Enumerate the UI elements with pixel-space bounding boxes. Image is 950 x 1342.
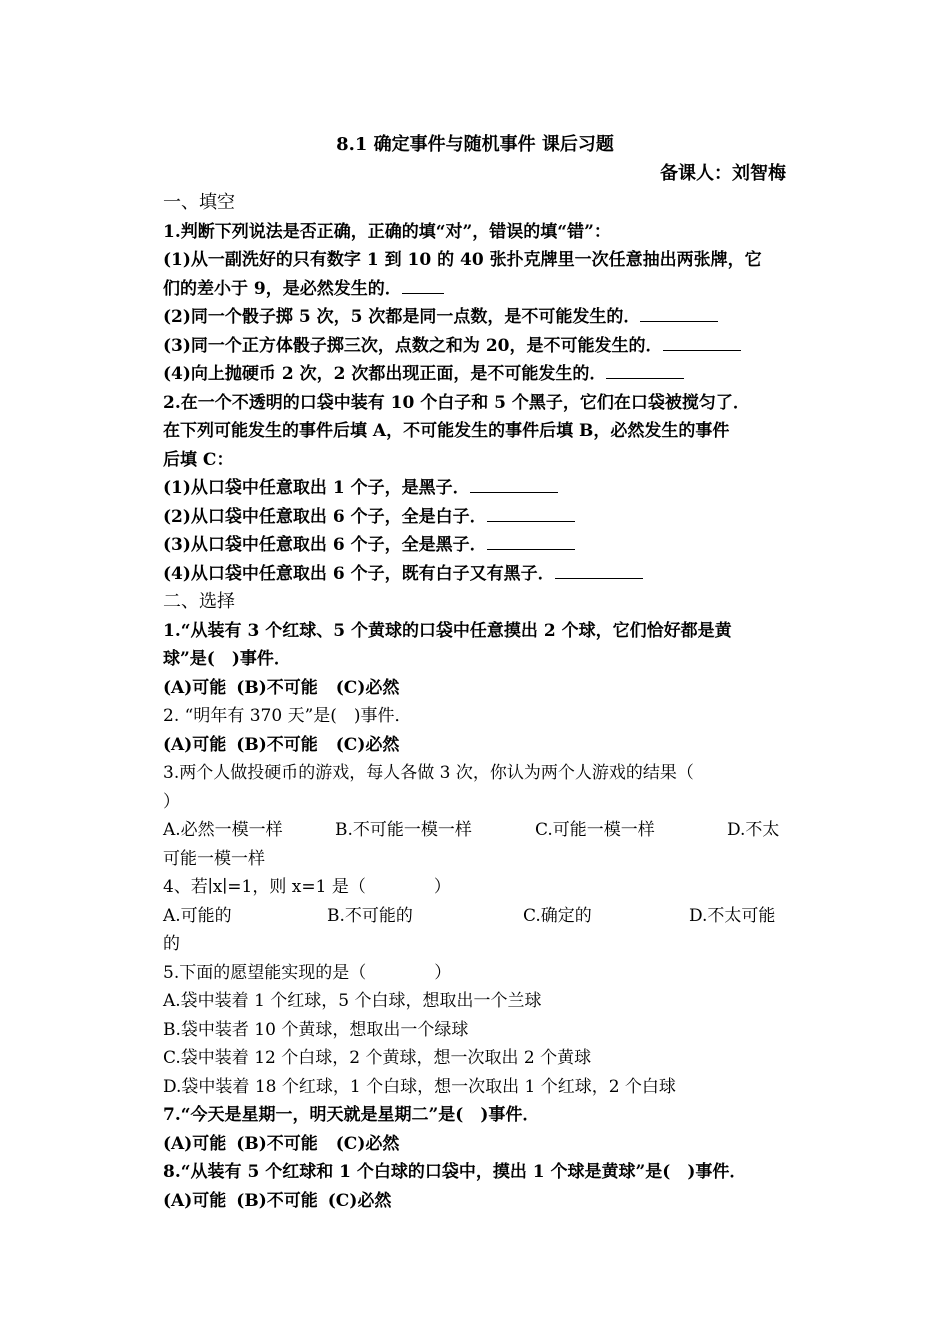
question-1-stem: 1.判断下列说法是否正确，正确的填“对”，错误的填“错”： bbox=[163, 221, 611, 242]
option-d[interactable]: D.不太 bbox=[727, 820, 780, 840]
question-1-item-1-line-2 bbox=[163, 275, 788, 304]
option-d[interactable]: D.不太可能 bbox=[689, 905, 776, 926]
option-b[interactable]: (B)不可能 bbox=[236, 1133, 318, 1154]
choice-5-line-1: 5.下面的愿望能实现的是（ ） bbox=[163, 962, 452, 983]
option-a[interactable]: (A)可能 bbox=[163, 1133, 227, 1154]
answer-blank[interactable] bbox=[640, 307, 718, 322]
item-text: (4)从口袋中任意取出 6 个子，既有白子又有黑子． bbox=[163, 563, 555, 584]
choice-3-line-2: ） bbox=[163, 791, 180, 812]
answer-blank[interactable] bbox=[606, 364, 684, 379]
section-heading-choice: 二、选择 bbox=[163, 591, 235, 612]
choice-7-options bbox=[163, 1130, 788, 1159]
question-2-stem-line-1: 2.在一个不透明的口袋中装有 10 个白子和 5 个黑子，它们在口袋被搅匀了． bbox=[163, 392, 750, 413]
choice-2-options bbox=[163, 731, 788, 760]
choice-8-options bbox=[163, 1187, 788, 1216]
option-a[interactable]: A.必然一模一样 bbox=[163, 820, 283, 840]
option-a[interactable]: (A)可能 bbox=[163, 1190, 227, 1211]
choice-1-line-2: 球”是( )事件． bbox=[163, 649, 291, 669]
option-c[interactable]: (C)必然 bbox=[335, 734, 400, 755]
choice-5-option-b[interactable]: B.袋中装者 10 个黄球，想取出一个绿球 bbox=[163, 1019, 469, 1040]
author-line: 备课人：刘智梅 bbox=[660, 163, 786, 184]
item-text: (2)从口袋中任意取出 6 个子，全是白子． bbox=[163, 506, 487, 527]
choice-5-option-d[interactable]: D.袋中装着 18 个红球，1 个白球，想一次取出 1 个红球，2 个白球 bbox=[163, 1076, 676, 1097]
question-2-stem-line-2: 在下列可能发生的事件后填 A，不可能发生的事件后填 B，必然发生的事件 bbox=[163, 421, 730, 441]
option-a[interactable]: A.可能的 bbox=[163, 905, 232, 926]
question-1-item-3 bbox=[163, 332, 788, 361]
option-c[interactable]: (C)必然 bbox=[335, 1133, 400, 1154]
answer-blank[interactable] bbox=[402, 279, 444, 294]
question-1-item-1-line-1: (1)从一副洗好的只有数字 1 到 10 的 40 张扑克牌里一次任意抽出两张牌，它 bbox=[163, 250, 762, 270]
answer-blank[interactable] bbox=[487, 507, 575, 522]
choice-5-option-a[interactable]: A.袋中装着 1 个红球，5 个白球，想取出一个兰球 bbox=[163, 991, 542, 1011]
answer-blank[interactable] bbox=[663, 336, 741, 351]
choice-3-option-d-cont: 可能一模一样 bbox=[163, 848, 265, 869]
choice-4-options bbox=[163, 902, 788, 931]
choice-2-line-1: 2. “明年有 370 天”是( )事件． bbox=[163, 706, 412, 726]
question-2-item-2 bbox=[163, 503, 788, 532]
option-a[interactable]: (A)可能 bbox=[163, 734, 227, 755]
item-text: (3)同一个正方体骰子掷三次，点数之和为 20，是不可能发生的． bbox=[163, 335, 663, 356]
item-text: 们的差小于 9，是必然发生的． bbox=[163, 278, 402, 299]
question-2-stem-line-3: 后填 C： bbox=[163, 449, 234, 470]
question-2-item-4 bbox=[163, 560, 788, 589]
section-heading-fill-in: 一、填空 bbox=[163, 192, 235, 213]
choice-1-options bbox=[163, 674, 788, 703]
option-b[interactable]: B.不可能的 bbox=[327, 905, 413, 926]
document-body bbox=[163, 189, 788, 1215]
page-title: 8.1 确定事件与随机事件 课后习题 bbox=[336, 134, 614, 155]
item-text: (3)从口袋中任意取出 6 个子，全是黑子． bbox=[163, 535, 487, 555]
choice-5-option-c[interactable]: C.袋中装着 12 个白球，2 个黄球，想一次取出 2 个黄球 bbox=[163, 1048, 592, 1068]
question-2-item-1 bbox=[163, 474, 788, 503]
item-text: (4)向上抛硬币 2 次，2 次都出现正面，是不可能发生的． bbox=[163, 364, 607, 384]
option-b[interactable]: (B)不可能 bbox=[236, 734, 318, 755]
option-b[interactable]: (B)不可能 bbox=[236, 1190, 318, 1211]
choice-7-line-1: 7.“今天是星期一，明天就是星期二”是( )事件． bbox=[163, 1105, 540, 1125]
choice-3-line-1: 3.两个人做投硬币的游戏，每人各做 3 次，你认为两个人游戏的结果（ bbox=[163, 763, 694, 783]
option-a[interactable]: (A)可能 bbox=[163, 677, 227, 698]
answer-blank[interactable] bbox=[555, 564, 643, 579]
option-b[interactable]: B.不可能一模一样 bbox=[335, 820, 472, 840]
choice-4-line-1: 4、若∣x∣=1，则 x=1 是（ ） bbox=[163, 877, 451, 897]
option-c[interactable]: C.确定的 bbox=[523, 905, 592, 926]
option-c[interactable]: (C)必然 bbox=[335, 677, 400, 698]
choice-3-options bbox=[163, 816, 788, 845]
option-c[interactable]: (C)必然 bbox=[327, 1190, 392, 1211]
question-1-item-2 bbox=[163, 303, 788, 332]
answer-blank[interactable] bbox=[487, 535, 575, 550]
option-c[interactable]: C.可能一模一样 bbox=[535, 820, 655, 840]
choice-1-line-1: 1.“从装有 3 个红球、5 个黄球的口袋中任意摸出 2 个球，它们恰好都是黄 bbox=[163, 620, 732, 641]
question-2-item-3 bbox=[163, 531, 788, 560]
question-1-item-4 bbox=[163, 360, 788, 389]
item-text: (2)同一个骰子掷 5 次，5 次都是同一点数，是不可能发生的． bbox=[163, 307, 641, 327]
answer-blank[interactable] bbox=[470, 478, 558, 493]
option-b[interactable]: (B)不可能 bbox=[236, 677, 318, 698]
choice-4-option-d-cont: 的 bbox=[163, 934, 180, 954]
item-text: (1)从口袋中任意取出 1 个子，是黑子． bbox=[163, 478, 470, 498]
choice-8-line-1: 8.“从装有 5 个红球和 1 个白球的口袋中，摸出 1 个球是黄球”是( )事件． bbox=[163, 1162, 747, 1182]
